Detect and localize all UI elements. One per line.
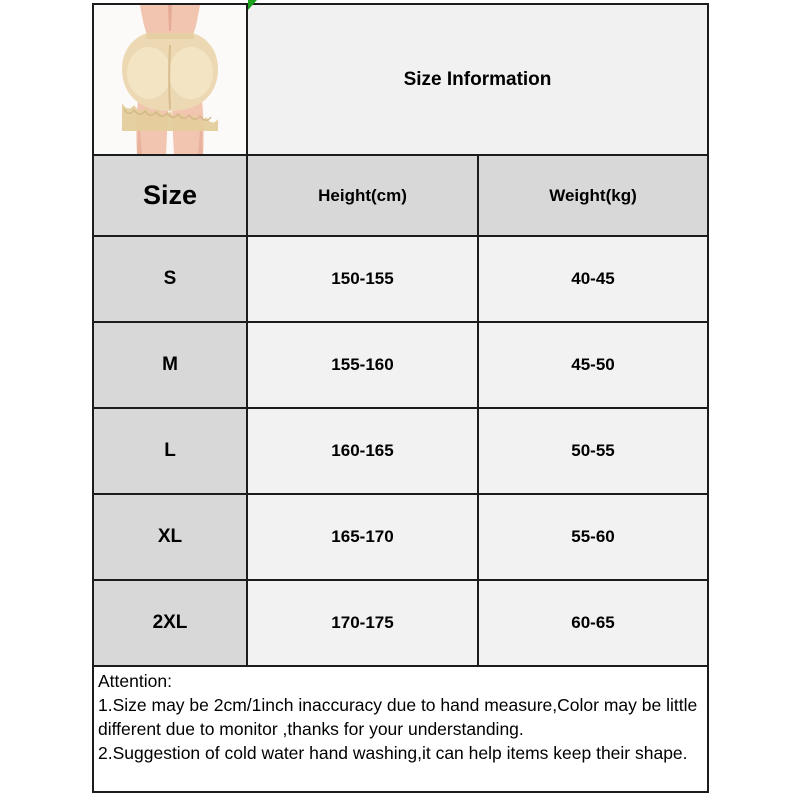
row-xl-size: XL <box>94 495 246 579</box>
size-information-table <box>92 3 709 793</box>
attention-note <box>94 667 707 791</box>
shapewear-photo-illustration <box>94 5 246 154</box>
attention-title: Attention: <box>98 671 172 691</box>
row-2xl-height: 170-175 <box>248 581 477 665</box>
row-xl-height: 165-170 <box>248 495 477 579</box>
row-l-size: L <box>94 409 246 493</box>
row-m-weight: 45-50 <box>479 323 707 407</box>
row-s-size: S <box>94 237 246 321</box>
green-corner-marker-icon <box>248 0 257 10</box>
attention-note-2: 2.Suggestion of cold water hand washing,it can help items keep their shape. <box>98 743 688 763</box>
size-information-header-cell <box>248 5 707 154</box>
row-s-weight: 40-45 <box>479 237 707 321</box>
column-header-height: Height(cm) <box>248 156 477 235</box>
attention-note-1: 1.Size may be 2cm/1inch inaccuracy due to hand measure,Color may be little different due to monitor ,thanks for your understanding. <box>98 695 698 739</box>
row-xl-weight: 55-60 <box>479 495 707 579</box>
row-m-size: M <box>94 323 246 407</box>
row-l-weight: 50-55 <box>479 409 707 493</box>
row-l-height: 160-165 <box>248 409 477 493</box>
row-2xl-size: 2XL <box>94 581 246 665</box>
row-m-height: 155-160 <box>248 323 477 407</box>
page-title: Size Information <box>403 68 552 90</box>
row-2xl-weight: 60-65 <box>479 581 707 665</box>
row-s-height: 150-155 <box>248 237 477 321</box>
product-photo <box>94 5 246 154</box>
column-header-weight: Weight(kg) <box>479 156 707 235</box>
column-header-size: Size <box>94 156 246 235</box>
